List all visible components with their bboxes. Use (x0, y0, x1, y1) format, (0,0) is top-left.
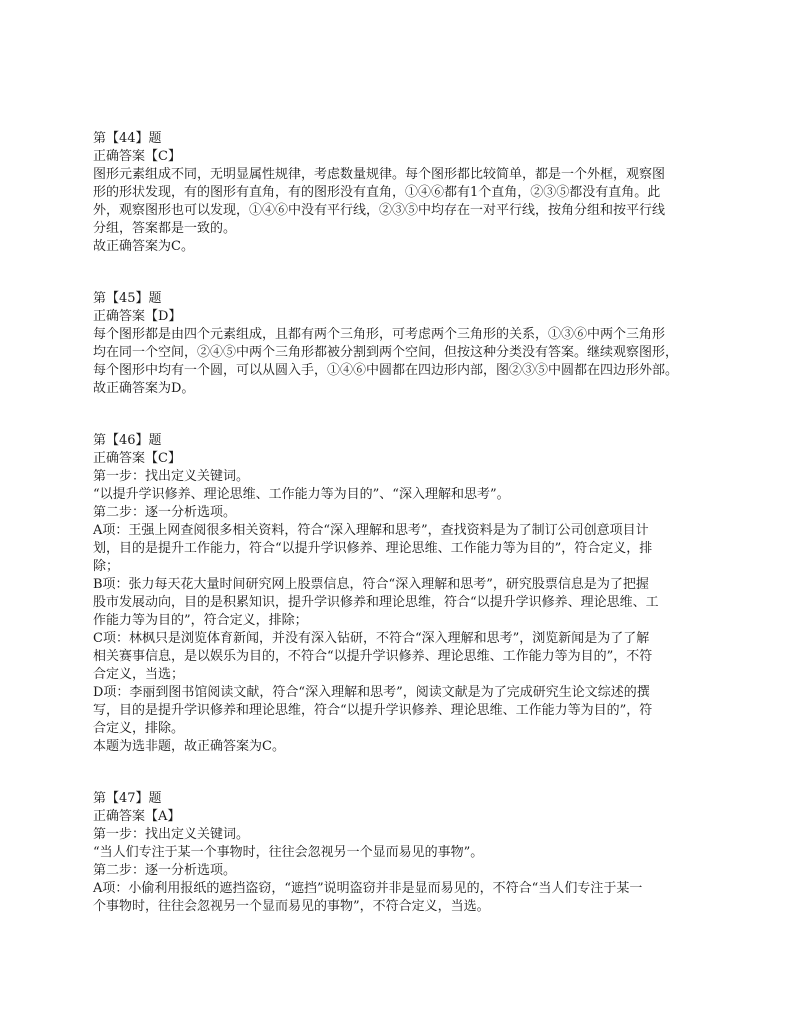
option-a-line: 个事物时，往往会忽视另一个显而易见的事物”，不符合定义，当选。 (93, 899, 490, 914)
question-number: 第【46】题 (93, 433, 162, 448)
option-a-line: 除； (93, 559, 120, 574)
explanation-line: 均在同一个空间，②④⑤中两个三角形都被分割到两个空间，但按这种分类没有答案。继续观察图形， (93, 345, 679, 360)
correct-answer: 正确答案【D】 (93, 309, 182, 324)
correct-answer: 正确答案【C】 (93, 451, 181, 466)
keywords-line: “当人们专注于某一个事物时，往往会忽视另一个显而易见的事物”。 (93, 845, 484, 860)
option-b-line: B项：张力每天花大量时间研究网上股票信息，符合“深入理解和思考”，研究股票信息是为了把握 (93, 577, 649, 592)
correct-answer: 正确答案【C】 (93, 149, 181, 164)
option-a-line: 划，目的是提升工作能力，符合“以提升学识修养、理论思维、工作能力等为目的”，符合定义，排 (93, 541, 653, 556)
option-c-line: 相关赛事信息，是以娱乐为目的，不符合“以提升学识修养、理论思维、工作能力等为目的”，不符 (93, 649, 653, 664)
explanation-line: 分组，答案都是一致的。 (93, 221, 237, 236)
question-45-section (93, 290, 713, 398)
conclusion-line: 故正确答案为D。 (93, 381, 195, 396)
conclusion-line: 本题为选非题，故正确答案为C。 (93, 739, 285, 754)
keywords-line: “以提升学识修养、理论思维、工作能力等为目的”、“深入理解和思考”。 (93, 487, 510, 502)
explanation-line: 每个图形中均有一个圆，可以从圆入手，①④⑥中圆都在四边形内部，图②③⑤中圆都在四边形外部。 (93, 363, 679, 378)
question-46-section (93, 432, 713, 756)
option-b-line: 股市发展动向，目的是积累知识，提升学识修养和理论思维，符合“以提升学识修养、理论思维、工 (93, 595, 659, 610)
explanation-line: 形的形状发现，有的图形有直角，有的图形没有直角，①④⑥都有1个直角，②③⑤都没有直角。此 (93, 185, 661, 200)
explanation-line: 图形元素组成不同，无明显属性规律，考虑数量规律。每个图形都比较简单，都是一个外框，观察图 (93, 167, 666, 182)
option-c-line: 合定义，当选； (93, 667, 185, 682)
option-b-line: 作能力等为目的”，符合定义，排除； (93, 613, 308, 628)
option-a-line: A项：小偷利用报纸的遮挡盗窃，“遮挡”说明盗窃并非是显而易见的，不符合“当人们专注于某一 (93, 881, 643, 896)
step-line: 第一步：找出定义关键词。 (93, 469, 250, 484)
conclusion-line: 故正确答案为C。 (93, 239, 194, 254)
option-d-line: 合定义，排除。 (93, 721, 185, 736)
question-47-section (93, 790, 713, 916)
explanation-line: 每个图形都是由四个元素组成，且都有两个三角形，可考虑两个三角形的关系，①③⑥中两个三角形 (93, 327, 666, 342)
question-number: 第【47】题 (93, 791, 162, 806)
correct-answer: 正确答案【A】 (93, 809, 181, 824)
question-number: 第【45】题 (93, 291, 162, 306)
question-44-section (93, 130, 713, 256)
step-line: 第二步：逐一分析选项。 (93, 505, 237, 520)
option-d-line: 写，目的是提升学识修养和理论思维，符合“以提升学识修养、理论思维、工作能力等为目的”，符 (93, 703, 653, 718)
step-line: 第二步：逐一分析选项。 (93, 863, 237, 878)
option-a-line: A项：王强上网查阅很多相关资料，符合“深入理解和思考”，查找资料是为了制订公司创意项目计 (93, 523, 649, 538)
option-d-line: D项：李丽到图书馆阅读文献，符合“深入理解和思考”，阅读文献是为了完成研究生论文综述的撰 (93, 685, 650, 700)
question-number: 第【44】题 (93, 131, 162, 146)
explanation-line: 外，观察图形也可以发现，①④⑥中没有平行线，②③⑤中均存在一对平行线，按角分组和按平行线 (93, 203, 666, 218)
option-c-line: C项：林枫只是浏览体育新闻，并没有深入钻研，不符合“深入理解和思考”，浏览新闻是为了了解 (93, 631, 650, 646)
step-line: 第一步：找出定义关键词。 (93, 827, 250, 842)
